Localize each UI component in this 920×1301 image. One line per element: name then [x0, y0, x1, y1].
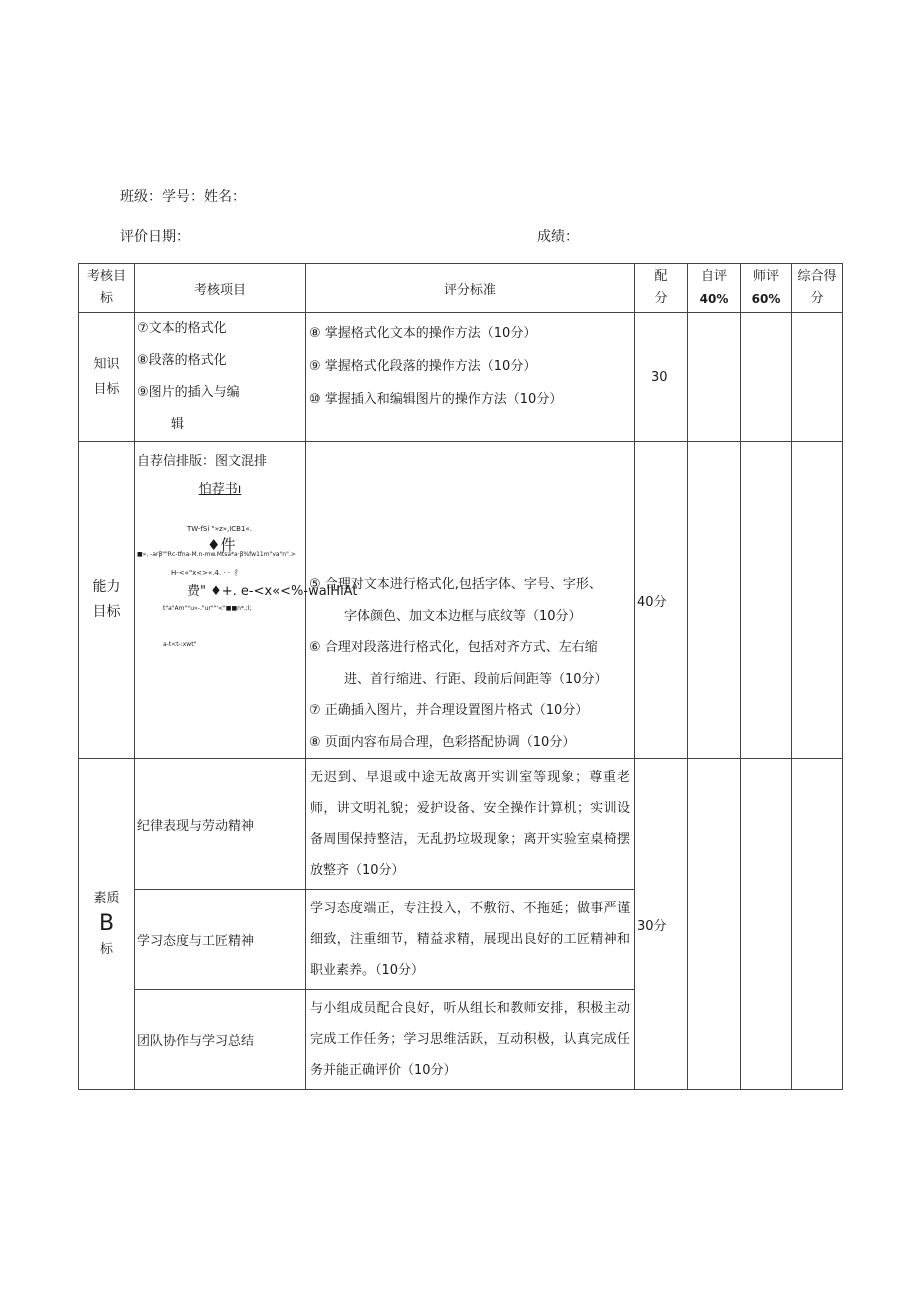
quality-criterion: 无迟到、早退或中途无故离开实训室等现象；尊重老师，讲文明礼貌；爱护设备、安全操作计算机；实训设备周围保持整洁，无乱扔垃圾现象；离开实验室桌椅摆放整齐（10分） [306, 759, 635, 890]
ability-criterion: ⑥ 合理对段落进行格式化，包括对齐方式、左右缩 [309, 640, 598, 655]
col-item: 考核项目 [135, 264, 306, 313]
knowledge-item: ⑨图片的插入与编 [137, 385, 240, 400]
garbled-text: TW-fSi "»z»,ICB1«. [187, 525, 252, 533]
ability-self-score[interactable] [688, 442, 741, 759]
knowledge-goal-a: 知识 [93, 357, 120, 372]
knowledge-criterion: ⑧ 掌握格式化文本的操作方法（10分） [309, 326, 537, 341]
ability-criterion: ⑧ 页面内容布局合理，色彩搭配协调（10分） [309, 734, 576, 750]
col-self: 自评 [700, 269, 727, 284]
knowledge-total-score[interactable] [792, 313, 843, 442]
garbled-text: H-<«"x<>«.4. · · 彳 [171, 569, 240, 577]
score-label: 成绩： [537, 229, 579, 245]
quality-points: 30分 [635, 759, 688, 1090]
quality-item: 学习态度与工匠精神 [135, 890, 306, 990]
ability-criterion: ⑤ 合理对文本进行格式化,包括字体、字号、字形、 [309, 577, 602, 592]
quality-goal-a: 素质 [93, 891, 120, 906]
ability-total-score[interactable] [792, 442, 843, 759]
knowledge-criterion: ⑩ 掌握插入和编辑图片的操作方法（10分） [309, 392, 563, 407]
knowledge-self-score[interactable] [688, 313, 741, 442]
quality-goal-b: B [98, 911, 115, 936]
col-self-pct: 40% [699, 292, 729, 306]
quality-goal-c: 标 [99, 942, 113, 957]
quality-teacher-score[interactable] [741, 759, 792, 1090]
ability-row [79, 442, 843, 759]
col-points: 配分 [654, 269, 668, 306]
ability-points: 40分 [635, 442, 688, 759]
ability-teacher-score[interactable] [741, 442, 792, 759]
quality-criterion: 学习态度端正，专注投入，不敷衍、不拖延；做事严谨细致，注重细节，精益求精，展现出良好的工匠精神和职业素养。（10分） [306, 890, 635, 990]
garbled-text: ■», -arβ""Rc-tfna-M.n-mw.Mtsa*a·β%fw11m"va"n".> [137, 551, 296, 558]
ability-item-subtitle: 怕荐书ı [198, 482, 242, 497]
ability-goal-a: 能力 [92, 579, 121, 595]
col-total: 综合得分 [797, 269, 837, 306]
col-teacher: 师评 [752, 269, 779, 284]
col-criteria: 评分标准 [306, 264, 635, 313]
col-goal: 考核目标 [86, 269, 126, 306]
ability-item-title: 自荐信排版：图文混排 [137, 454, 268, 469]
knowledge-points: 30 [635, 313, 688, 442]
ability-goal-b: 目标 [92, 604, 121, 620]
quality-total-score[interactable] [792, 759, 843, 1090]
evaluation-table [78, 263, 843, 1090]
garbled-text: 费" ♦+. e-<x«<%-walHlAt [187, 584, 358, 599]
header-row [79, 264, 843, 313]
garbled-text: t"a"Am"°u»-."ur""'<"■■n*.;l; [163, 605, 252, 612]
knowledge-criterion: ⑨ 掌握格式化段落的操作方法（10分） [309, 359, 537, 374]
col-teacher-pct: 60% [751, 292, 781, 306]
knowledge-item: ⑧段落的格式化 [137, 353, 227, 368]
knowledge-row [79, 313, 843, 442]
knowledge-teacher-score[interactable] [741, 313, 792, 442]
ability-criterion: 进、首行缩进、行距、段前后间距等（10分） [344, 671, 608, 687]
garbled-image-placeholder [135, 500, 358, 700]
knowledge-item: ⑦文本的格式化 [137, 321, 227, 336]
quality-row-1 [79, 759, 843, 890]
quality-item: 团队协作与学习总结 [135, 990, 306, 1090]
knowledge-item: 辑 [171, 417, 185, 432]
quality-self-score[interactable] [688, 759, 741, 1090]
class-info-label: 班级：学号：姓名： [120, 189, 246, 205]
ability-criterion: 字体颜色、加文本边框与底纹等（10分） [344, 608, 582, 624]
quality-criterion: 与小组成员配合良好，听从组长和教师安排，积极主动完成工作任务；学习思维活跃，互动积极，认真完成任务并能正确评价（10分） [306, 990, 635, 1090]
garbled-text: a-t<t-:xwt" [163, 641, 197, 648]
garbled-text: ♦件 [207, 536, 236, 554]
date-label: 评价日期： [120, 229, 190, 245]
quality-item: 纪律表现与劳动精神 [135, 759, 306, 890]
knowledge-goal-b: 目标 [93, 382, 120, 397]
ability-criterion: ⑦ 正确插入图片，并合理设置图片格式（10分） [309, 703, 589, 718]
